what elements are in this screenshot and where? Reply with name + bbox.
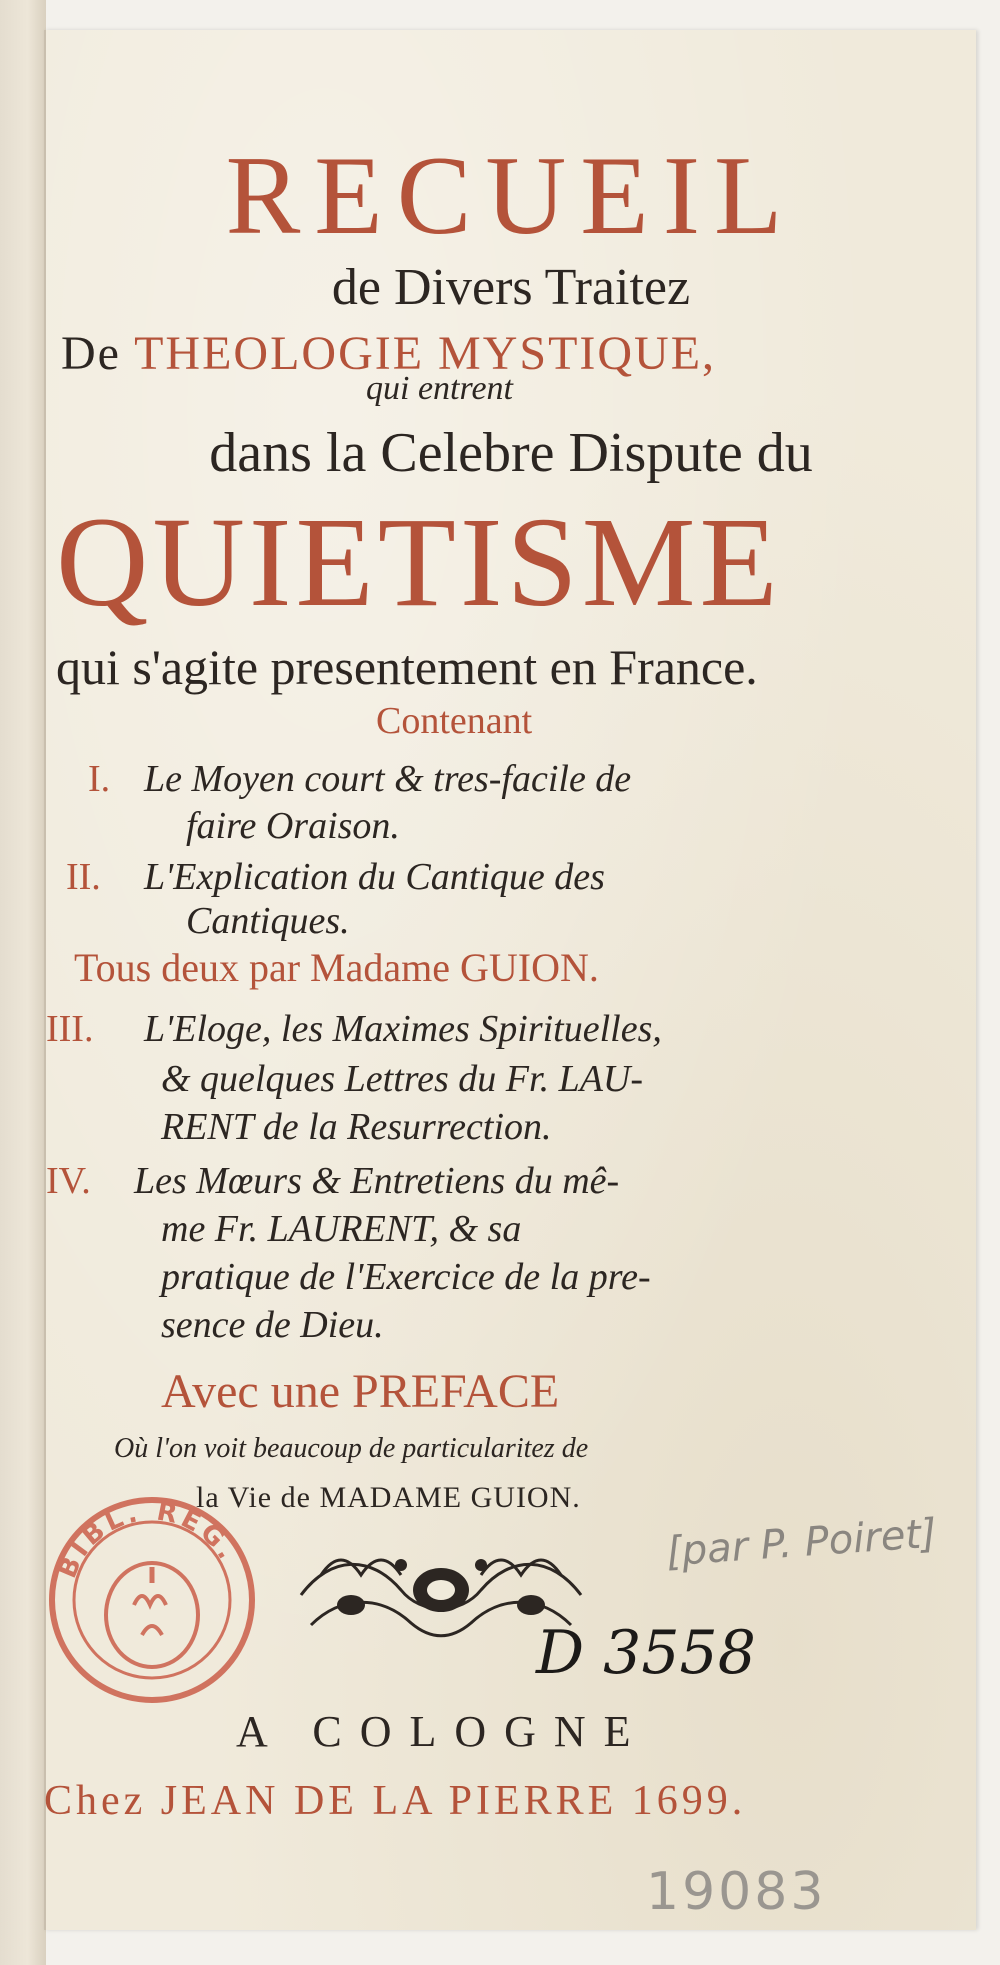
subtitle-line-5: qui s'agite presentement en France. <box>56 639 758 695</box>
contenant-heading: Contenant <box>376 700 533 742</box>
item-line: sence de Dieu. <box>161 1304 384 1346</box>
subtitle-line-1: de Divers Traitez <box>331 259 691 316</box>
item-line: L'Explication du Cantique des <box>144 856 605 898</box>
item-number: II. <box>66 856 101 898</box>
title-page <box>44 30 976 1930</box>
item-line: me Fr. LAURENT, & sa <box>161 1208 522 1250</box>
stamp-text: BIBL. REG. <box>52 1496 244 1583</box>
item-line: pratique de l'Exercice de la pre- <box>161 1256 651 1298</box>
item-number: IV. <box>46 1160 91 1202</box>
library-stamp <box>44 1485 264 1715</box>
item-number: I. <box>88 758 111 800</box>
item-line: RENT de la Resurrection. <box>161 1106 552 1148</box>
tous-deux-line: Tous deux par Madame GUION. <box>74 945 599 990</box>
subtitle-line-4: dans la Celebre Dispute du <box>209 422 813 484</box>
item-line: Cantiques. <box>186 900 350 942</box>
imprint-city: A COLOGNE <box>236 1707 649 1756</box>
item-line: & quelques Lettres du Fr. LAU- <box>161 1058 644 1100</box>
item-line: faire Oraison. <box>186 805 400 847</box>
item-line: Les Mœurs & Entretiens du mê- <box>134 1160 620 1202</box>
imprint-publisher: Chez JEAN DE LA PIERRE 1699. <box>44 1778 747 1824</box>
preface-note-line-2: la Vie de MADAME GUION. <box>196 1481 581 1514</box>
handwritten-attribution: [par P. Poiret] <box>664 1510 939 1576</box>
handwritten-number: 19083 <box>646 1862 827 1922</box>
subtitle-line-3: qui entrent <box>366 370 513 407</box>
binding-left-page <box>0 0 46 1965</box>
item-number: III. <box>46 1008 94 1050</box>
svg-text:BIBL. REG. <box>52 1497 243 1583</box>
preface-note: Où l'on voit beaucoup de particularitez de <box>114 1433 589 1464</box>
quietisme-heading: QUIETISME <box>56 491 782 633</box>
item-line: L'Eloge, les Maximes Spirituelles, <box>144 1008 662 1050</box>
subtitle-line-2-main: THEOLOGIE MYSTIQUE, <box>134 327 717 380</box>
preface-heading: Avec une PREFACE <box>161 1365 560 1418</box>
title: RECUEIL <box>225 134 797 258</box>
handwritten-shelfmark: D 3558 <box>536 1618 756 1688</box>
item-line: Le Moyen court & tres-facile de <box>144 758 632 800</box>
subtitle-line-2-prefix: De <box>61 327 135 380</box>
